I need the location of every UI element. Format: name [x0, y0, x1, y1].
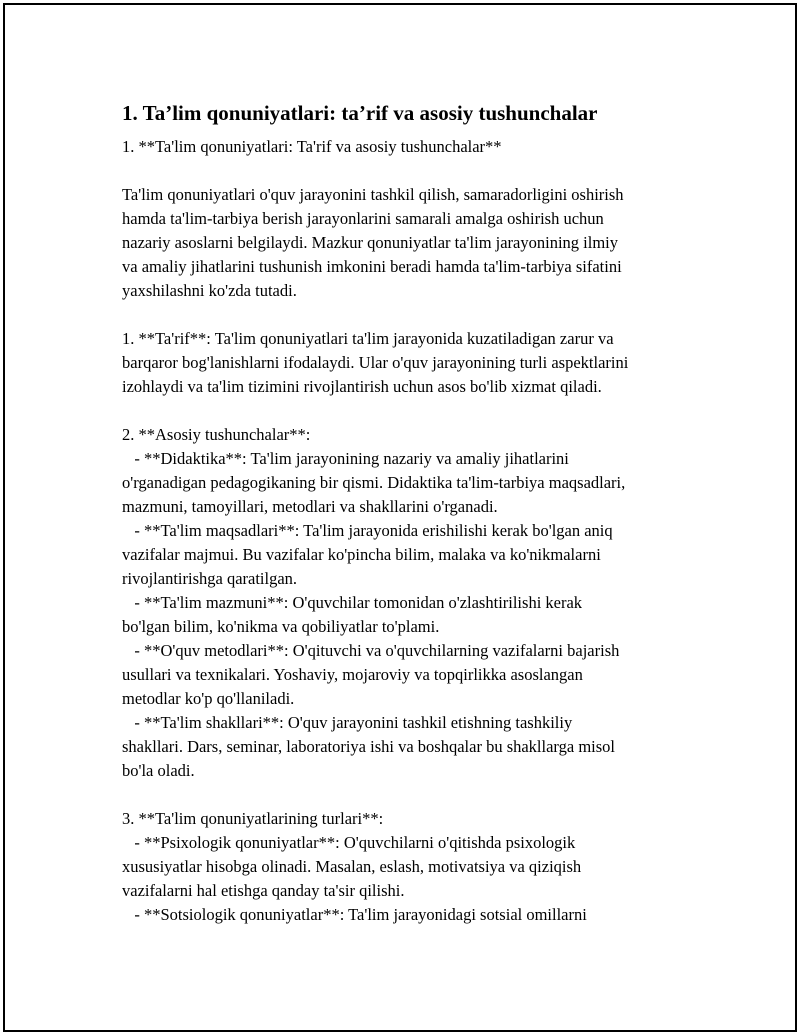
document-body-text: 1. **Ta'lim qonuniyatlari: Ta'rif va asosiy tushunchalar** Ta'lim qonuniyatlari o'quv jarayonini tashkil qilish, samaradorligini oshirish hamda ta'lim-tarbiya berish jarayonlarini samarali amalga oshirish uchun nazariy asoslarni belgilaydi. Mazkur qonuniyatlar ta'lim jarayonining ilmiy va amaliy jihatlarini tushunish imkonini beradi hamda ta'lim-tarbiya sifatini yaxshilashni ko'zda tutadi. 1. **Ta'rif**: Ta'lim qonuniyatlari ta'lim jarayonida kuzatiladigan zarur va barqaror bog'lanishlarni ifodalaydi. Ular o'quv jarayonining turli aspektlarini izohlaydi va ta'lim tizimini rivojlantirish uchun asos bo'lib xizmat qiladi. 2. **Asosiy tushunchalar**: - **Didaktika**: Ta'lim jarayonining nazariy va amaliy jihatlarini o'rganadigan pedagogikaning bir qismi. Didaktika ta'lim-tarbiya maqsadlari, mazmuni, tamoyillari, metodlari va shakllarini o'rganadi. - **Ta'lim maqsadlari**: Ta'lim jarayonida erishilishi kerak bo'lgan aniq vazifalar majmui. Bu vazifalar ko'pincha bilim, malaka va ko'nikmalarni rivojlantirishga qaratilgan. - **Ta'lim mazmuni**: O'quvchilar tomonidan o'zlashtirilishi kerak bo'lgan bilim, ko'nikma va qobiliyatlar to'plami. - **O'quv metodlari**: O'qituvchi va o'quvchilarning vazifalarni bajarish usullari va texnikalari. Yoshaviy, mojaroviy va topqirlikka asoslangan metodlar ko'p qo'llaniladi. - **Ta'lim shakllari**: O'quv jarayonini tashkil etishning tashkiliy shakllari. Dars, seminar, laboratoriya ishi va boshqalar bu shakllarga misol bo'la oladi. 3. **Ta'lim qonuniyatlarining turlari**: - **Psixologik qonuniyatlar**: O'quvchilarni o'qitishda psixologik xususiyatlar hisobga olinadi. Masalan, eslash, motivatsiya va qiziqish vazifalarni hal etishga qanday ta'sir qilishi. - **Sotsiologik qonuniyatlar**: Ta'lim jarayonidagi sotsial omillarni [122, 137, 629, 924]
section-heading: 1. Ta’lim qonuniyatlari: ta’rif va asosiy tushunchalar [122, 101, 598, 125]
page-frame [3, 3, 797, 1032]
document-content [120, 99, 710, 927]
